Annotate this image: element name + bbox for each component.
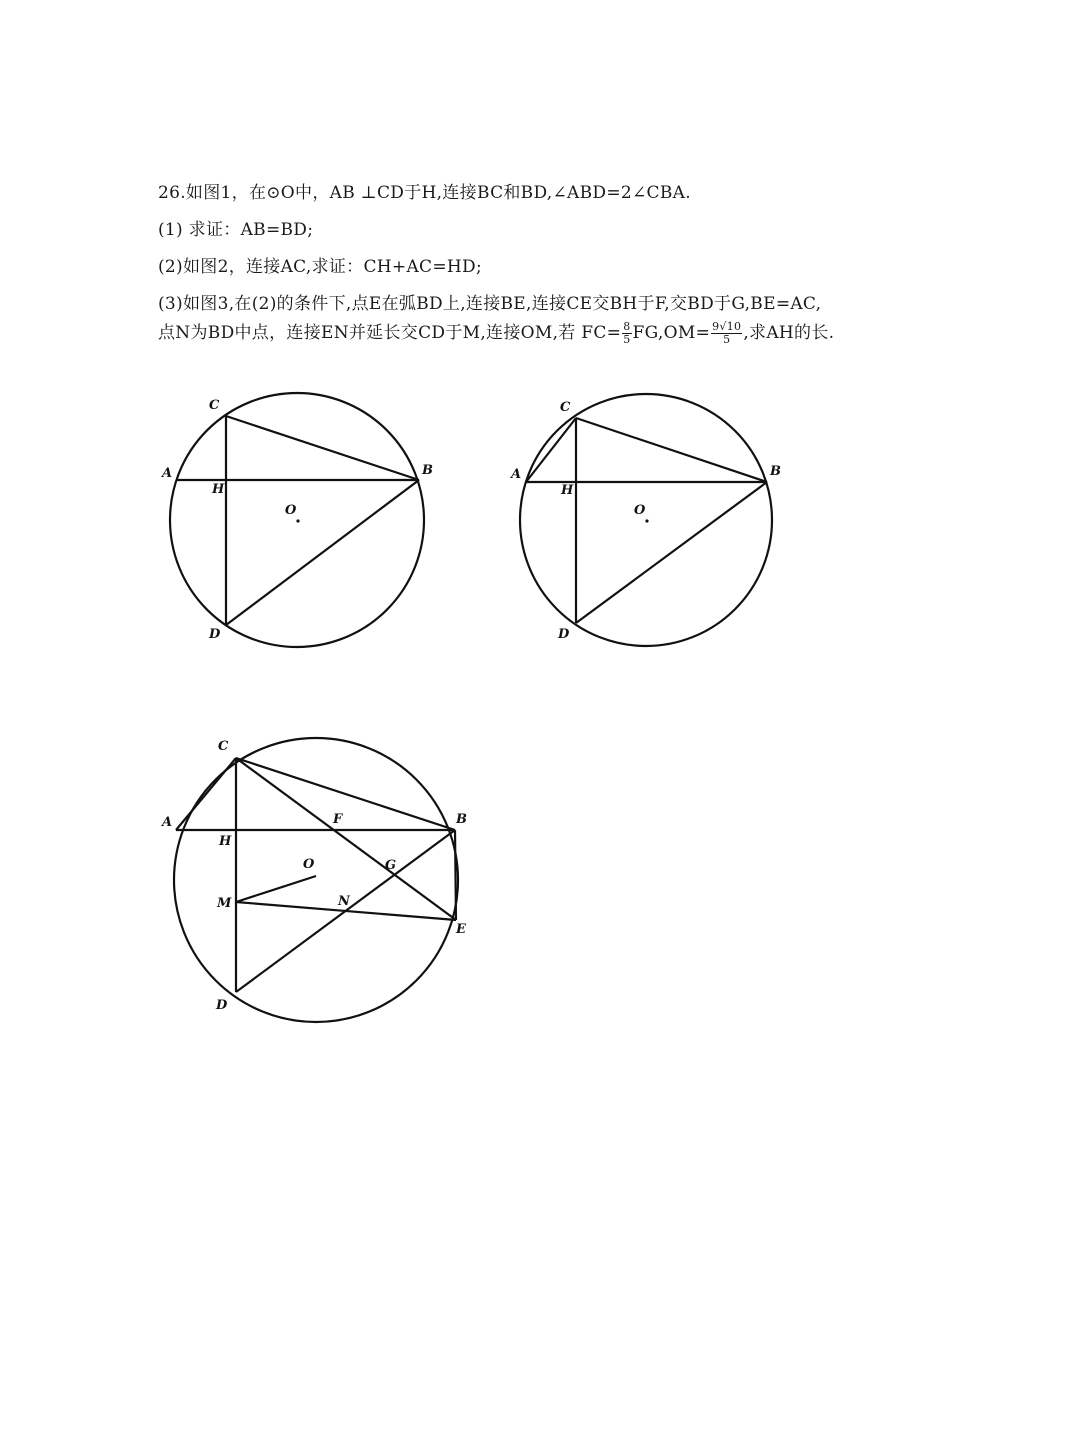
problem-line-5-part-b: FG,OM= — [632, 323, 711, 343]
fig2-label-h: H — [561, 483, 574, 498]
fig3-label-d: D — [216, 998, 228, 1013]
fraction-om — [711, 321, 742, 346]
fig1-label-c: C — [209, 398, 220, 413]
figure-2 — [500, 380, 800, 660]
fig3-label-m: M — [217, 896, 232, 911]
problem-line-1: 26.如图1，在⊙O中，AB ⊥CD于H,连接BC和BD,∠ABD=2∠CBA. — [158, 183, 691, 203]
fig2-label-a: A — [511, 467, 522, 482]
fig2-label-o: O — [634, 503, 646, 518]
fig1-segment-bd — [226, 480, 419, 625]
fig2-segment-bd — [576, 482, 767, 623]
fig1-label-a: A — [162, 466, 173, 481]
problem-line-4: (3)如图3,在(2)的条件下,点E在弧BD上,连接BE,连接CE交BH于F,交BD于G,BE=AC, — [158, 294, 822, 314]
fig3-segment-be — [455, 830, 456, 920]
fraction-fc — [622, 321, 631, 346]
fig2-segment-ac — [526, 418, 576, 482]
fig2-segment-bc — [576, 418, 767, 482]
fig3-segment-bc — [236, 758, 455, 830]
fig2-label-c: C — [560, 400, 571, 415]
fig1-center-dot — [296, 519, 299, 522]
fig3-label-h: H — [219, 834, 232, 849]
fig1-label-b: B — [422, 463, 433, 478]
fig1-label-o: O — [285, 503, 297, 518]
figure-1 — [150, 380, 450, 660]
fig3-label-g: G — [385, 858, 397, 873]
fig1-label-h: H — [212, 482, 225, 497]
fig3-label-n: N — [338, 894, 350, 909]
fig1-segment-bc — [226, 416, 419, 480]
fraction-fc-numerator: 8 — [623, 320, 631, 333]
fig3-label-o: O — [303, 857, 315, 872]
problem-line-5 — [158, 318, 834, 346]
fig3-label-b: B — [456, 812, 467, 827]
fig2-label-d: D — [558, 627, 570, 642]
figure-3 — [150, 725, 480, 1035]
problem-line-5-part-a: 点N为BD中点，连接EN并延长交CD于M,连接OM,若 FC= — [158, 323, 622, 343]
fig3-label-a: A — [162, 815, 173, 830]
fraction-om-numerator: 9√10 — [712, 320, 742, 333]
problem-line-5-part-c: ,求AH的长. — [743, 323, 835, 343]
fraction-om-denominator: 5 — [723, 333, 731, 346]
fig3-label-f: F — [333, 812, 343, 827]
fig1-label-d: D — [209, 627, 221, 642]
fig3-label-e: E — [456, 922, 466, 937]
fig2-center-dot — [645, 519, 648, 522]
fig3-segment-om — [236, 876, 316, 902]
fraction-fc-denominator: 5 — [623, 333, 631, 346]
fig3-segment-ac — [176, 758, 236, 830]
fig3-label-c: C — [218, 739, 229, 754]
problem-line-2: (1) 求证：AB=BD; — [158, 220, 314, 240]
fig2-label-b: B — [770, 464, 781, 479]
problem-line-3: (2)如图2，连接AC,求证：CH+AC=HD; — [158, 257, 482, 277]
